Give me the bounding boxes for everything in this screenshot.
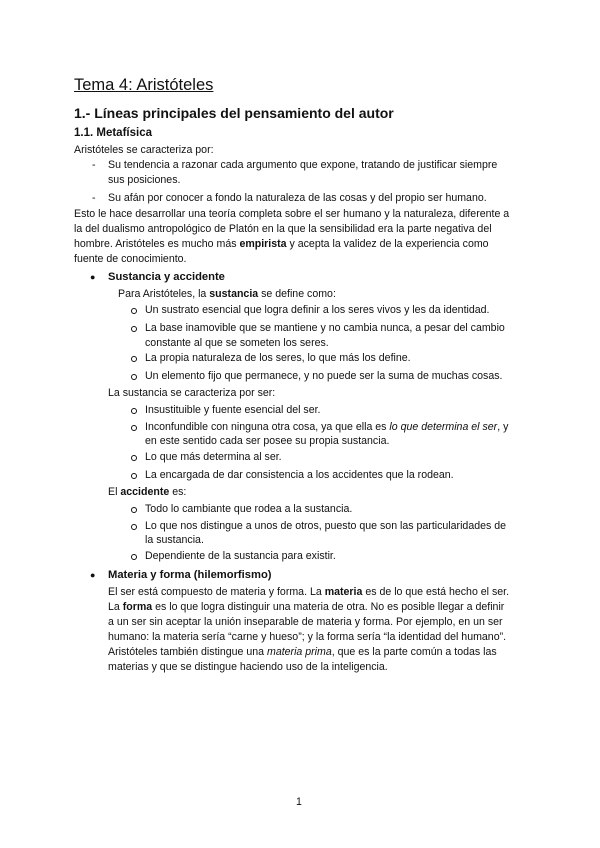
circle-bullet-icon [131,374,137,380]
paragraph-line [108,645,497,659]
paragraph-line: fuente de conocimiento. [74,253,187,265]
list-item: Lo que más determina al ser. [145,451,282,463]
list-item: Todo lo cambiante que rodea a la sustancia. [145,503,353,515]
list-item: la sustancia. [145,534,204,546]
text-run: El [108,486,121,498]
circle-bullet-icon [131,473,137,479]
text-run: Inconfundible con ninguna otra cosa, ya que ella es [145,421,390,433]
circle-bullet-icon [131,326,137,332]
list-item: La propia naturaleza de los seres, lo que más los define. [145,352,411,364]
paragraph-line: la del dualismo antropológico de Platón en la que la sensibilidad era la parte negativa del [74,223,492,235]
text-run: se define como: [258,288,336,300]
circle-bullet-icon [131,308,137,314]
dash-marker: - [92,192,96,204]
text-run: y acepta la validez de la experiencia como [286,238,489,250]
circle-bullet-icon [131,425,137,431]
circle-bullet-icon [131,507,137,513]
paragraph-line: humano: la materia sería “carne y hueso”; y la forma sería “la identidad del humano”. [108,631,507,643]
bullet-marker: ● [90,570,96,580]
accidente-intro [108,485,186,499]
circle-bullet-icon [131,554,137,560]
list-item: Insustituible y fuente esencial del ser. [145,404,321,416]
text-run: hombre. Aristóteles es mucho más [74,238,240,250]
text-run: es: [169,486,187,498]
text-run: , que es la parte común a todas las [331,646,497,658]
list-item: La encargada de dar consistencia a los accidentes que la rodean. [145,469,454,481]
circle-bullet-icon [131,408,137,414]
list-item [145,420,508,434]
term-sustancia: sustancia [209,288,259,300]
list-item: La base inamovible que se mantiene y no cambia nunca, a pesar del cambio [145,322,505,334]
sustancia-heading: Sustancia y accidente [108,271,225,283]
list-item: Lo que nos distingue a unos de otros, puesto que son las particularidades de [145,520,507,532]
emphasis-empirista: empirista [239,238,287,250]
materia-heading: Materia y forma (hilemorfismo) [108,569,272,581]
text-run: La [108,601,123,613]
page-title: Tema 4: Aristóteles [74,76,214,94]
text-run: El ser está compuesto de materia y forma. La [108,586,325,598]
text-run: es de lo que está hecho el ser. [362,586,510,598]
emphasis-italic: materia prima [267,646,332,658]
dash-item-line: Su tendencia a razonar cada argumento que expone, tratando de justificar siempre [108,159,498,171]
list-item: Dependiente de la sustancia para existir. [145,550,336,562]
paragraph-line [74,237,489,251]
intro-text: Aristóteles se caracteriza por: [74,144,214,156]
dash-item-line: Su afán por conocer a fondo la naturaleza de las cosas y del propio ser humano. [108,192,487,204]
text-run: Para Aristóteles, la [118,288,210,300]
dash-marker: - [92,159,96,171]
list-item: Un elemento fijo que permanece, y no puede ser la suma de muchas cosas. [145,370,503,382]
emphasis-italic: lo que determina el ser [389,421,498,433]
text-run: , y [497,421,509,433]
paragraph-line [108,585,509,599]
list-item: constante al que se someten los seres. [145,337,329,349]
text-run: es lo que logra distinguir una materia de otra. No es posible llegar a definir [152,601,505,613]
term-materia: materia [324,586,363,598]
page-number: 1 [296,796,302,808]
dash-item-line: sus posiciones. [108,174,181,186]
text-run: Aristóteles también distingue una [108,646,267,658]
list-item: en este sentido cada ser posee su propia sustancia. [145,435,390,447]
section-heading: 1.- Líneas principales del pensamiento del autor [74,105,394,121]
circle-bullet-icon [131,356,137,362]
circle-bullet-icon [131,455,137,461]
paragraph-line [108,600,504,614]
list-item: Un sustrato esencial que logra definir a los seres vivos y les da identidad. [145,304,490,316]
paragraph-line: a un ser sin aceptar la unión inseparable de materia y forma. Por ejemplo, en un ser [108,616,503,628]
characteristics-intro: La sustancia se caracteriza por ser: [108,387,276,399]
paragraph-line: Esto le hace desarrollar una teoría completa sobre el ser humano y la naturaleza, diferente a [74,208,510,220]
definition-line [118,287,336,301]
circle-bullet-icon [131,524,137,530]
bullet-marker: ● [90,272,96,282]
term-forma: forma [122,601,153,613]
paragraph-line: materias y que se distingue haciendo uso de la inteligencia. [108,661,388,673]
subsection-heading: 1.1. Metafísica [74,127,152,139]
term-accidente: accidente [120,486,170,498]
